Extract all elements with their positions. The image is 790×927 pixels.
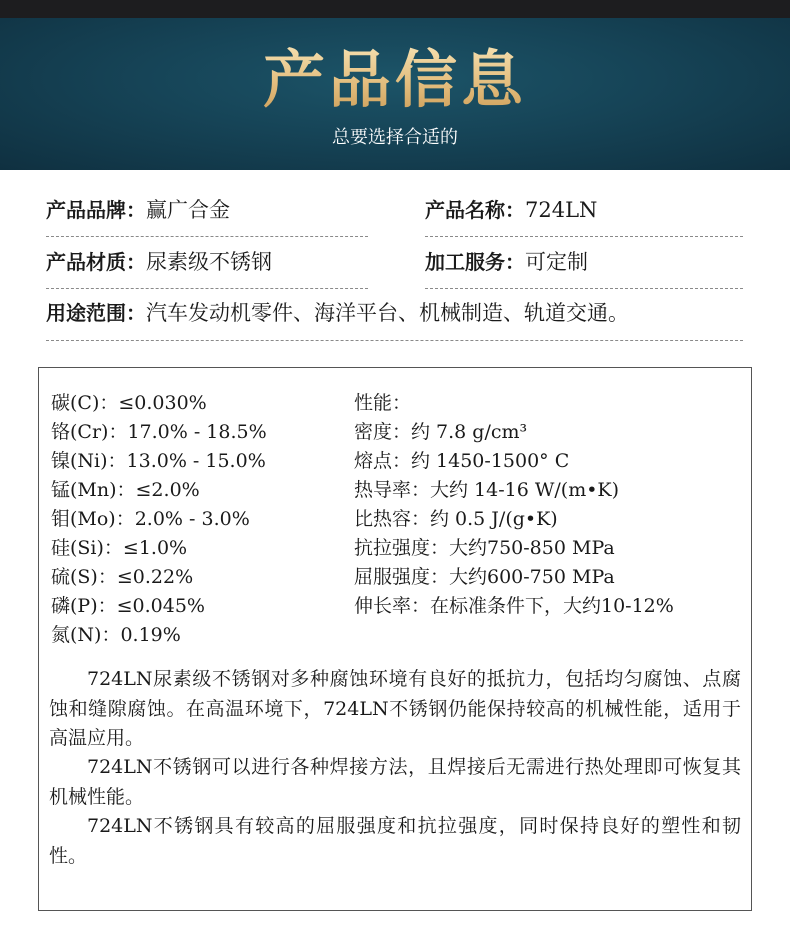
usage-value: 汽车发动机零件、海洋平台、机械制造、轨道交通。 xyxy=(146,301,629,325)
divider xyxy=(46,236,368,237)
composition-list xyxy=(51,389,267,650)
divider xyxy=(46,288,368,289)
divider xyxy=(46,340,743,341)
property-item: 热导率：大约 14-16 W/(m•K) xyxy=(354,479,620,501)
property-item: 性能： xyxy=(354,392,412,414)
usage-row xyxy=(46,293,629,333)
property-item: 密度：约 7.8 g/cm³ xyxy=(354,421,528,443)
composition-item: 钼(Mo)：2.0% - 3.0% xyxy=(51,508,250,530)
divider xyxy=(425,288,743,289)
brand-value: 赢广合金 xyxy=(146,198,230,222)
composition-item: 铬(Cr)：17.0% - 18.5% xyxy=(51,421,267,443)
product-name-label: 产品名称： xyxy=(425,198,525,222)
header-banner xyxy=(0,18,790,170)
product-name-row xyxy=(425,190,597,230)
divider xyxy=(425,236,743,237)
spec-box xyxy=(38,367,752,911)
property-item: 伸长率：在标准条件下，大约10-12% xyxy=(354,595,674,617)
page-title: 产品信息 xyxy=(0,40,790,120)
property-item: 抗拉强度：大约750-850 MPa xyxy=(354,537,615,559)
service-label: 加工服务： xyxy=(425,250,525,274)
page-subtitle: 总要选择合适的 xyxy=(332,127,458,148)
usage-label: 用途范围： xyxy=(46,301,146,325)
composition-item: 锰(Mn)：≤2.0% xyxy=(51,479,200,501)
brand-label: 产品品牌： xyxy=(46,198,146,222)
material-row xyxy=(46,242,272,282)
description-paragraph: 724LN尿素级不锈钢对多种腐蚀环境有良好的抵抗力，包括均匀腐蚀、点腐蚀和缝隙腐蚀。在高温环境下，724LN不锈钢仍能保持较高的机械性能，适用于高温应用。 xyxy=(49,668,741,749)
brand-row xyxy=(46,190,230,230)
material-value: 尿素级不锈钢 xyxy=(146,250,272,274)
top-bar xyxy=(0,0,790,18)
product-name-value: 724LN xyxy=(525,198,598,222)
property-item: 比热容：约 0.5 J/(g•K) xyxy=(354,508,558,530)
composition-item: 氮(N)：0.19% xyxy=(51,624,181,646)
description-paragraph: 724LN不锈钢可以进行各种焊接方法，且焊接后无需进行热处理即可恢复其机械性能。 xyxy=(49,756,741,808)
composition-item: 硅(Si)：≤1.0% xyxy=(51,537,188,559)
property-item: 屈服强度：大约600-750 MPa xyxy=(354,566,615,588)
composition-item: 碳(C)：≤0.030% xyxy=(51,392,207,414)
composition-item: 镍(Ni)：13.0% - 15.0% xyxy=(51,450,266,472)
property-item: 熔点：约 1450-1500° C xyxy=(354,450,570,472)
composition-item: 磷(P)：≤0.045% xyxy=(51,595,205,617)
material-label: 产品材质： xyxy=(46,250,146,274)
description-paragraph: 724LN不锈钢具有较高的屈服强度和抗拉强度，同时保持良好的塑性和韧性。 xyxy=(49,815,741,867)
service-row xyxy=(425,242,588,282)
properties-list xyxy=(354,389,674,621)
service-value: 可定制 xyxy=(525,250,588,274)
composition-item: 硫(S)：≤0.22% xyxy=(51,566,194,588)
